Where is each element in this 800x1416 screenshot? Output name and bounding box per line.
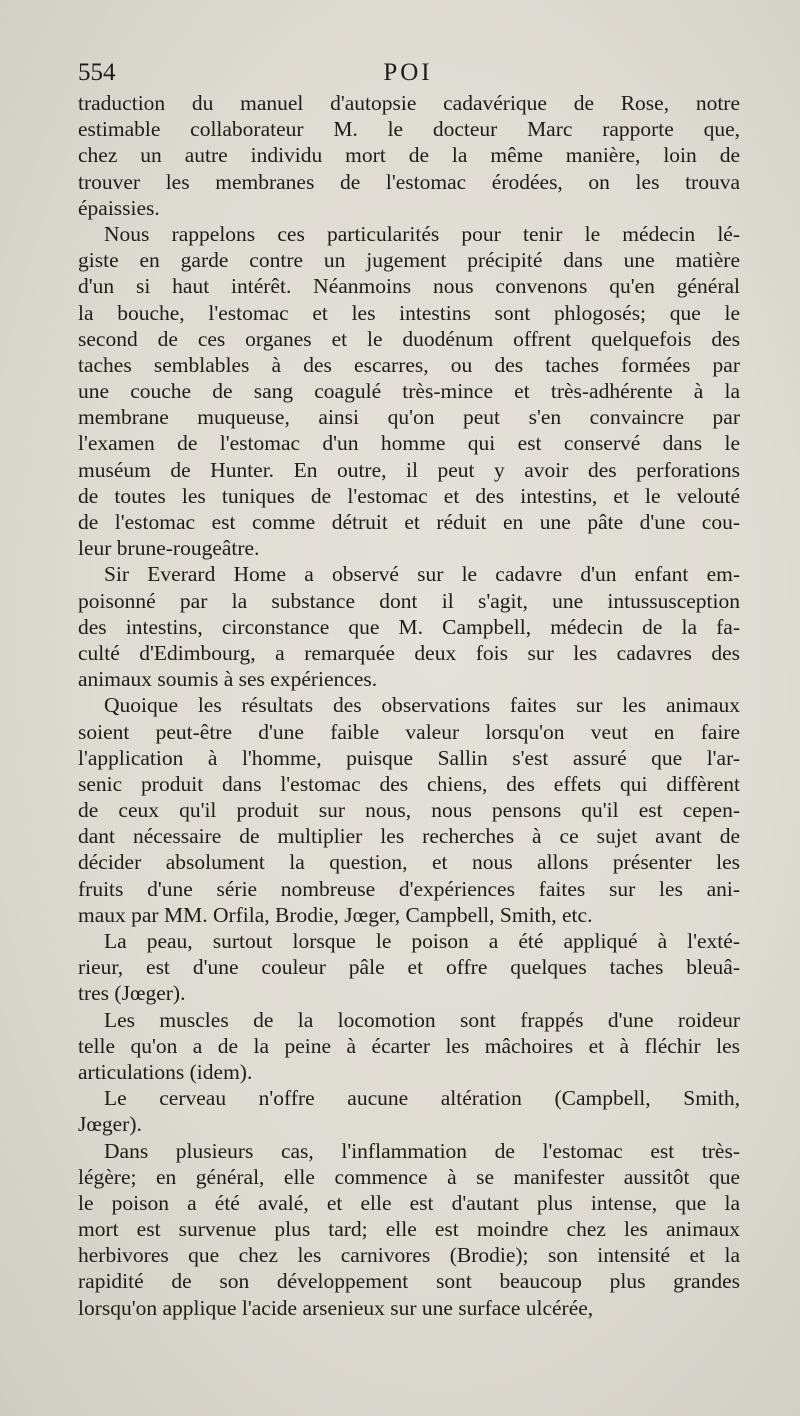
text-line: Jœger). [78,1112,142,1137]
text-line: une couche de sang coagulé très-mince et très-adhérente à la [78,379,740,404]
text-line: de toutes les tuniques de l'estomac et des intestins, et le velouté [78,483,740,508]
page-header [78,58,738,88]
text-line: maux par MM. Orfila, Brodie, Jœger, Campbell, Smith, etc. [78,902,593,927]
text-line: animaux soumis à ses expériences. [78,667,378,692]
text-line: rapidité de son développement sont beaucoup plus grandes [78,1269,740,1294]
text-line: le poison a été avalé, et elle est d'autant plus intense, que la [78,1190,740,1215]
text-line: chez un autre individu mort de la même manière, loin de [78,143,740,168]
text-line: des intestins, circonstance que M. Campbell, médecin de la fa- [78,614,740,639]
text-line: Le cerveau n'offre aucune altération (Campbell, Smith, [104,1086,740,1111]
text-line: Dans plusieurs cas, l'inflammation de l'estomac est très- [104,1138,740,1163]
text-line: culté d'Edimbourg, a remarquée deux fois sur les cadavres des [78,640,740,665]
text-line: Quoique les résultats des observations faites sur les animaux [104,693,740,718]
text-line: Les muscles de la locomotion sont frappés d'une roideur [104,1007,740,1032]
running-head: POI [383,59,433,86]
text-line: giste en garde contre un jugement précipité dans une matière [78,248,740,273]
text-line: tres (Jœger). [78,981,186,1006]
text-line: légère; en général, elle commence à se manifester aussitôt que [78,1164,740,1189]
text-line: épaissies. [78,195,160,220]
text-line: l'application à l'homme, puisque Sallin s'est assuré que l'ar- [78,745,740,770]
text-line: fruits d'une série nombreuse d'expériences faites sur les ani- [78,876,740,901]
text-line: mort est survenue plus tard; elle est moindre chez les animaux [78,1217,740,1242]
text-line: d'un si haut intérêt. Néanmoins nous convenons qu'en général [78,274,740,299]
page-number: 554 [78,59,116,86]
text-line: trouver les membranes de l'estomac érodées, on les trouva [78,169,740,194]
text-line: traduction du manuel d'autopsie cadavérique de Rose, notre [78,91,740,115]
text-line: la bouche, l'estomac et les intestins sont phlogosés; que le [78,300,740,325]
body-text [78,90,740,1321]
text-line: leur brune-rougeâtre. [78,536,260,561]
text-line: dant nécessaire de multiplier les recherches à ce sujet avant de [78,824,740,849]
text-line: poisonné par la substance dont il s'agit, une intussusception [78,588,740,613]
text-line: de ceux qu'il produit sur nous, nous pensons qu'il est cepen- [78,798,740,823]
text-line: de l'estomac est comme détruit et réduit en une pâte d'une cou- [78,510,740,534]
text-line: muséum de Hunter. En outre, il peut y avoir des perforations [78,457,740,482]
text-line: rieur, est d'une couleur pâle et offre quelques taches bleuâ- [78,955,740,980]
text-line: soient peut-être d'une faible valeur lorsqu'on veut en faire [78,719,740,744]
text-line: décider absolument la question, et nous allons présenter les [78,850,740,875]
text-line: La peau, surtout lorsque le poison a été appliqué à l'exté- [104,929,740,953]
text-line: estimable collaborateur M. le docteur Marc rapporte que, [78,117,740,142]
text-line: telle qu'on a de la peine à écarter les mâchoires et à fléchir les [78,1033,740,1058]
text-line: second de ces organes et le duodénum offrent quelquefois des [78,326,740,351]
text-line: articulations (idem). [78,1059,253,1084]
text-line: membrane muqueuse, ainsi qu'on peut s'en convaincre par [78,405,740,430]
text-line: lorsqu'on applique l'acide arsenieux sur une surface ulcérée, [78,1295,594,1320]
text-line: senic produit dans l'estomac des chiens, des effets qui diffèrent [78,771,740,796]
text-line: herbivores que chez les carnivores (Brodie); son intensité et la [78,1243,740,1268]
text-line: taches semblables à des escarres, ou des taches formées par [78,352,740,377]
text-line: Nous rappelons ces particularités pour tenir le médecin lé- [104,221,740,246]
text-line: l'examen de l'estomac d'un homme qui est conservé dans le [78,431,740,456]
text-line: Sir Everard Home a observé sur le cadavre d'un enfant em- [104,562,740,587]
